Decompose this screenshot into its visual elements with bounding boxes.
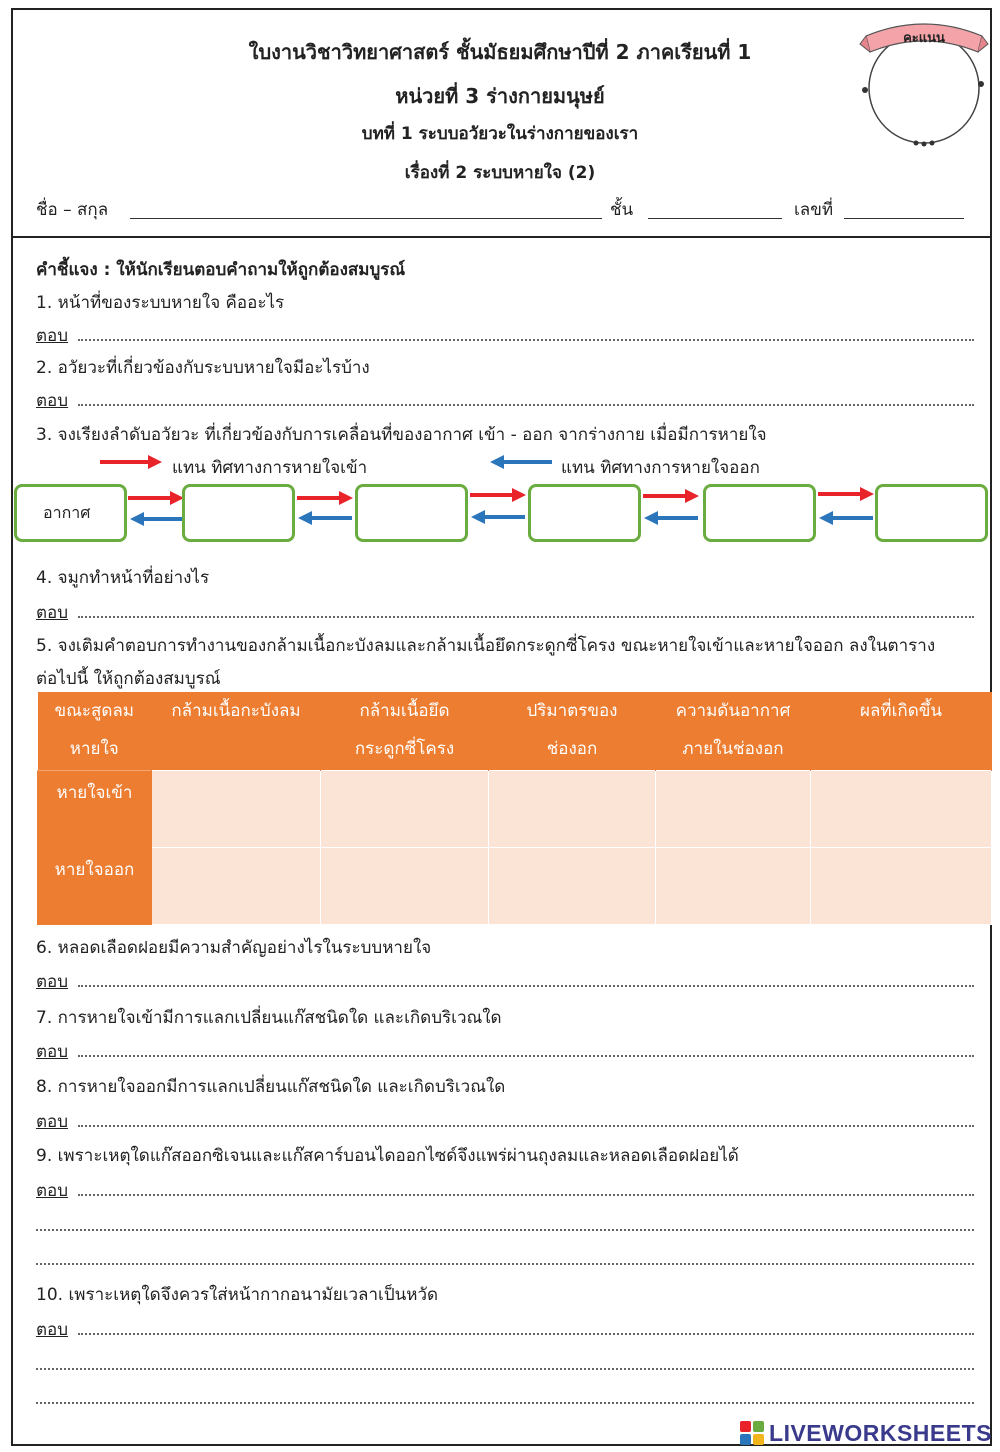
table-cell[interactable] [811, 847, 992, 924]
student-info-row [36, 196, 976, 226]
liveworksheets-icon [739, 1420, 765, 1446]
chapter-title: บทที่ 1 ระบบอวัยวะในร่างกายของเรา [361, 124, 639, 144]
table-cell[interactable] [152, 847, 321, 924]
question-2: 2. อวัยวะที่เกี่ยวข้องกับระบบหายใจมีอะไรบ้าง [36, 358, 370, 378]
score-badge [858, 14, 990, 149]
number-field[interactable] [844, 218, 964, 219]
question-9: 9. เพราะเหตุใดแก๊สออกซิเจนและแก๊สคาร์บอนไดออกไซด์จึงแพร่ผ่านถุงลมและหลอดเลือดฝอยได้ [36, 1146, 739, 1166]
unit-title: หน่วยที่ 3 ร่างกายมนุษย์ [395, 84, 605, 108]
flow-box-air-label: อากาศ [43, 502, 91, 522]
breathing-table [37, 692, 992, 925]
table-cell[interactable] [656, 770, 811, 847]
question-8: 8. การหายใจออกมีการแลกเปลี่ยนแก๊สชนิดใด และเกิดบริเวณใด [36, 1077, 506, 1097]
question-3: 3. จงเรียงลำดับอวัยวะ ที่เกี่ยวข้องกับการเคลื่อนที่ของอากาศ เข้า - ออก จากร่างกาย เมื่อมีการหายใจ [36, 425, 767, 445]
answer-label: ตอบ [36, 972, 69, 992]
number-label: เลขที่ [794, 200, 834, 220]
class-label: ชั้น [610, 200, 634, 220]
blue-arrow-icon [488, 454, 554, 470]
row-label-inhale: หายใจเข้า [38, 770, 152, 847]
answer-10[interactable] [36, 1316, 974, 1342]
score-label: คะแนน [903, 31, 945, 46]
table-cell[interactable] [489, 847, 656, 924]
answer-label: ตอบ [36, 1042, 69, 1062]
table-header: กล้ามเนื้อยึด กระดูกซี่โครง [321, 692, 489, 770]
table-header: กล้ามเนื้อกะบังลม [152, 692, 321, 770]
question-5-line-2: ต่อไปนี้ ให้ถูกต้องสมบูรณ์ [36, 669, 221, 689]
table-header: ผลที่เกิดขึ้น [811, 692, 992, 770]
answer-label: ตอบ [36, 1181, 69, 1201]
row-label-exhale: หายใจออก [38, 847, 152, 924]
header-separator [11, 236, 992, 238]
table-cell[interactable] [321, 847, 489, 924]
flow-box-2[interactable] [182, 484, 295, 542]
question-7: 7. การหายใจเข้ามีการแลกเปลี่ยนแก๊สชนิดใด และเกิดบริเวณใด [36, 1008, 502, 1028]
answer-9[interactable] [36, 1177, 974, 1203]
answer-8[interactable] [36, 1108, 974, 1134]
flow-box-4[interactable] [528, 484, 641, 542]
answer-label: ตอบ [36, 326, 69, 346]
answer-9-line-2[interactable] [36, 1229, 974, 1231]
table-header: ความดันอากาศ ภายในช่องอก [656, 692, 811, 770]
question-1: 1. หน้าที่ของระบบหายใจ คืออะไร [36, 293, 285, 313]
name-field[interactable] [130, 218, 602, 219]
answer-9-line-3[interactable] [36, 1263, 974, 1265]
question-5-line-1: 5. จงเติมคำตอบการทำงานของกล้ามเนื้อกะบังลมและกล้ามเนื้อยึดกระดูกซี่โครง ขณะหายใจเข้าและหายใจออก ลงในตาราง [36, 636, 936, 656]
flow-box-6[interactable] [875, 484, 988, 542]
table-cell[interactable] [321, 770, 489, 847]
table-row [38, 770, 992, 847]
answer-label: ตอบ [36, 1320, 69, 1340]
name-label: ชื่อ – สกุล [36, 200, 109, 220]
table-cell[interactable] [656, 847, 811, 924]
brand-text: LIVEWORKSHEETS [769, 1419, 992, 1446]
question-4: 4. จมูกทำหน้าที่อย่างไร [36, 568, 210, 588]
answer-2[interactable] [36, 387, 974, 413]
answer-10-line-3[interactable] [36, 1402, 974, 1404]
legend-inhale: แทน ทิศทางการหายใจเข้า [172, 458, 368, 478]
answer-label: ตอบ [36, 603, 69, 623]
answer-7[interactable] [36, 1038, 974, 1064]
table-header: ขณะสูดลม หายใจ [38, 692, 152, 770]
table-cell[interactable] [152, 770, 321, 847]
legend-exhale: แทน ทิศทางการหายใจออก [561, 458, 760, 478]
topic-title: เรื่องที่ 2 ระบบหายใจ (2) [404, 163, 596, 183]
worksheet-title: ใบงานวิชาวิทยาศาสตร์ ชั้นมัธยมศึกษาปีที่ 2 ภาคเรียนที่ 1 [248, 40, 752, 64]
table-cell[interactable] [489, 770, 656, 847]
answer-10-line-2[interactable] [36, 1368, 974, 1370]
table-header: ปริมาตรของ ช่องอก [489, 692, 656, 770]
answer-label: ตอบ [36, 391, 69, 411]
flow-box-3[interactable] [355, 484, 468, 542]
class-field[interactable] [648, 218, 782, 219]
table-header-row [38, 692, 992, 770]
table-row [38, 847, 992, 924]
answer-1[interactable] [36, 322, 974, 348]
answer-6[interactable] [36, 968, 974, 994]
flow-arrows [0, 478, 1000, 558]
answer-4[interactable] [36, 599, 974, 625]
flow-box-air [14, 484, 127, 542]
airflow-diagram [0, 478, 1000, 558]
red-arrow-icon [98, 454, 164, 470]
answer-label: ตอบ [36, 1112, 69, 1132]
liveworksheets-logo [739, 1418, 992, 1448]
table-cell[interactable] [811, 770, 992, 847]
flow-box-5[interactable] [703, 484, 816, 542]
question-6: 6. หลอดเลือดฝอยมีความสำคัญอย่างไรในระบบหายใจ [36, 938, 432, 958]
instruction: คำชี้แจง : ให้นักเรียนตอบคำถามให้ถูกต้องสมบูรณ์ [36, 260, 406, 280]
question-10: 10. เพราะเหตุใดจึงควรใส่หน้ากากอนามัยเวลาเป็นหวัด [36, 1285, 439, 1305]
